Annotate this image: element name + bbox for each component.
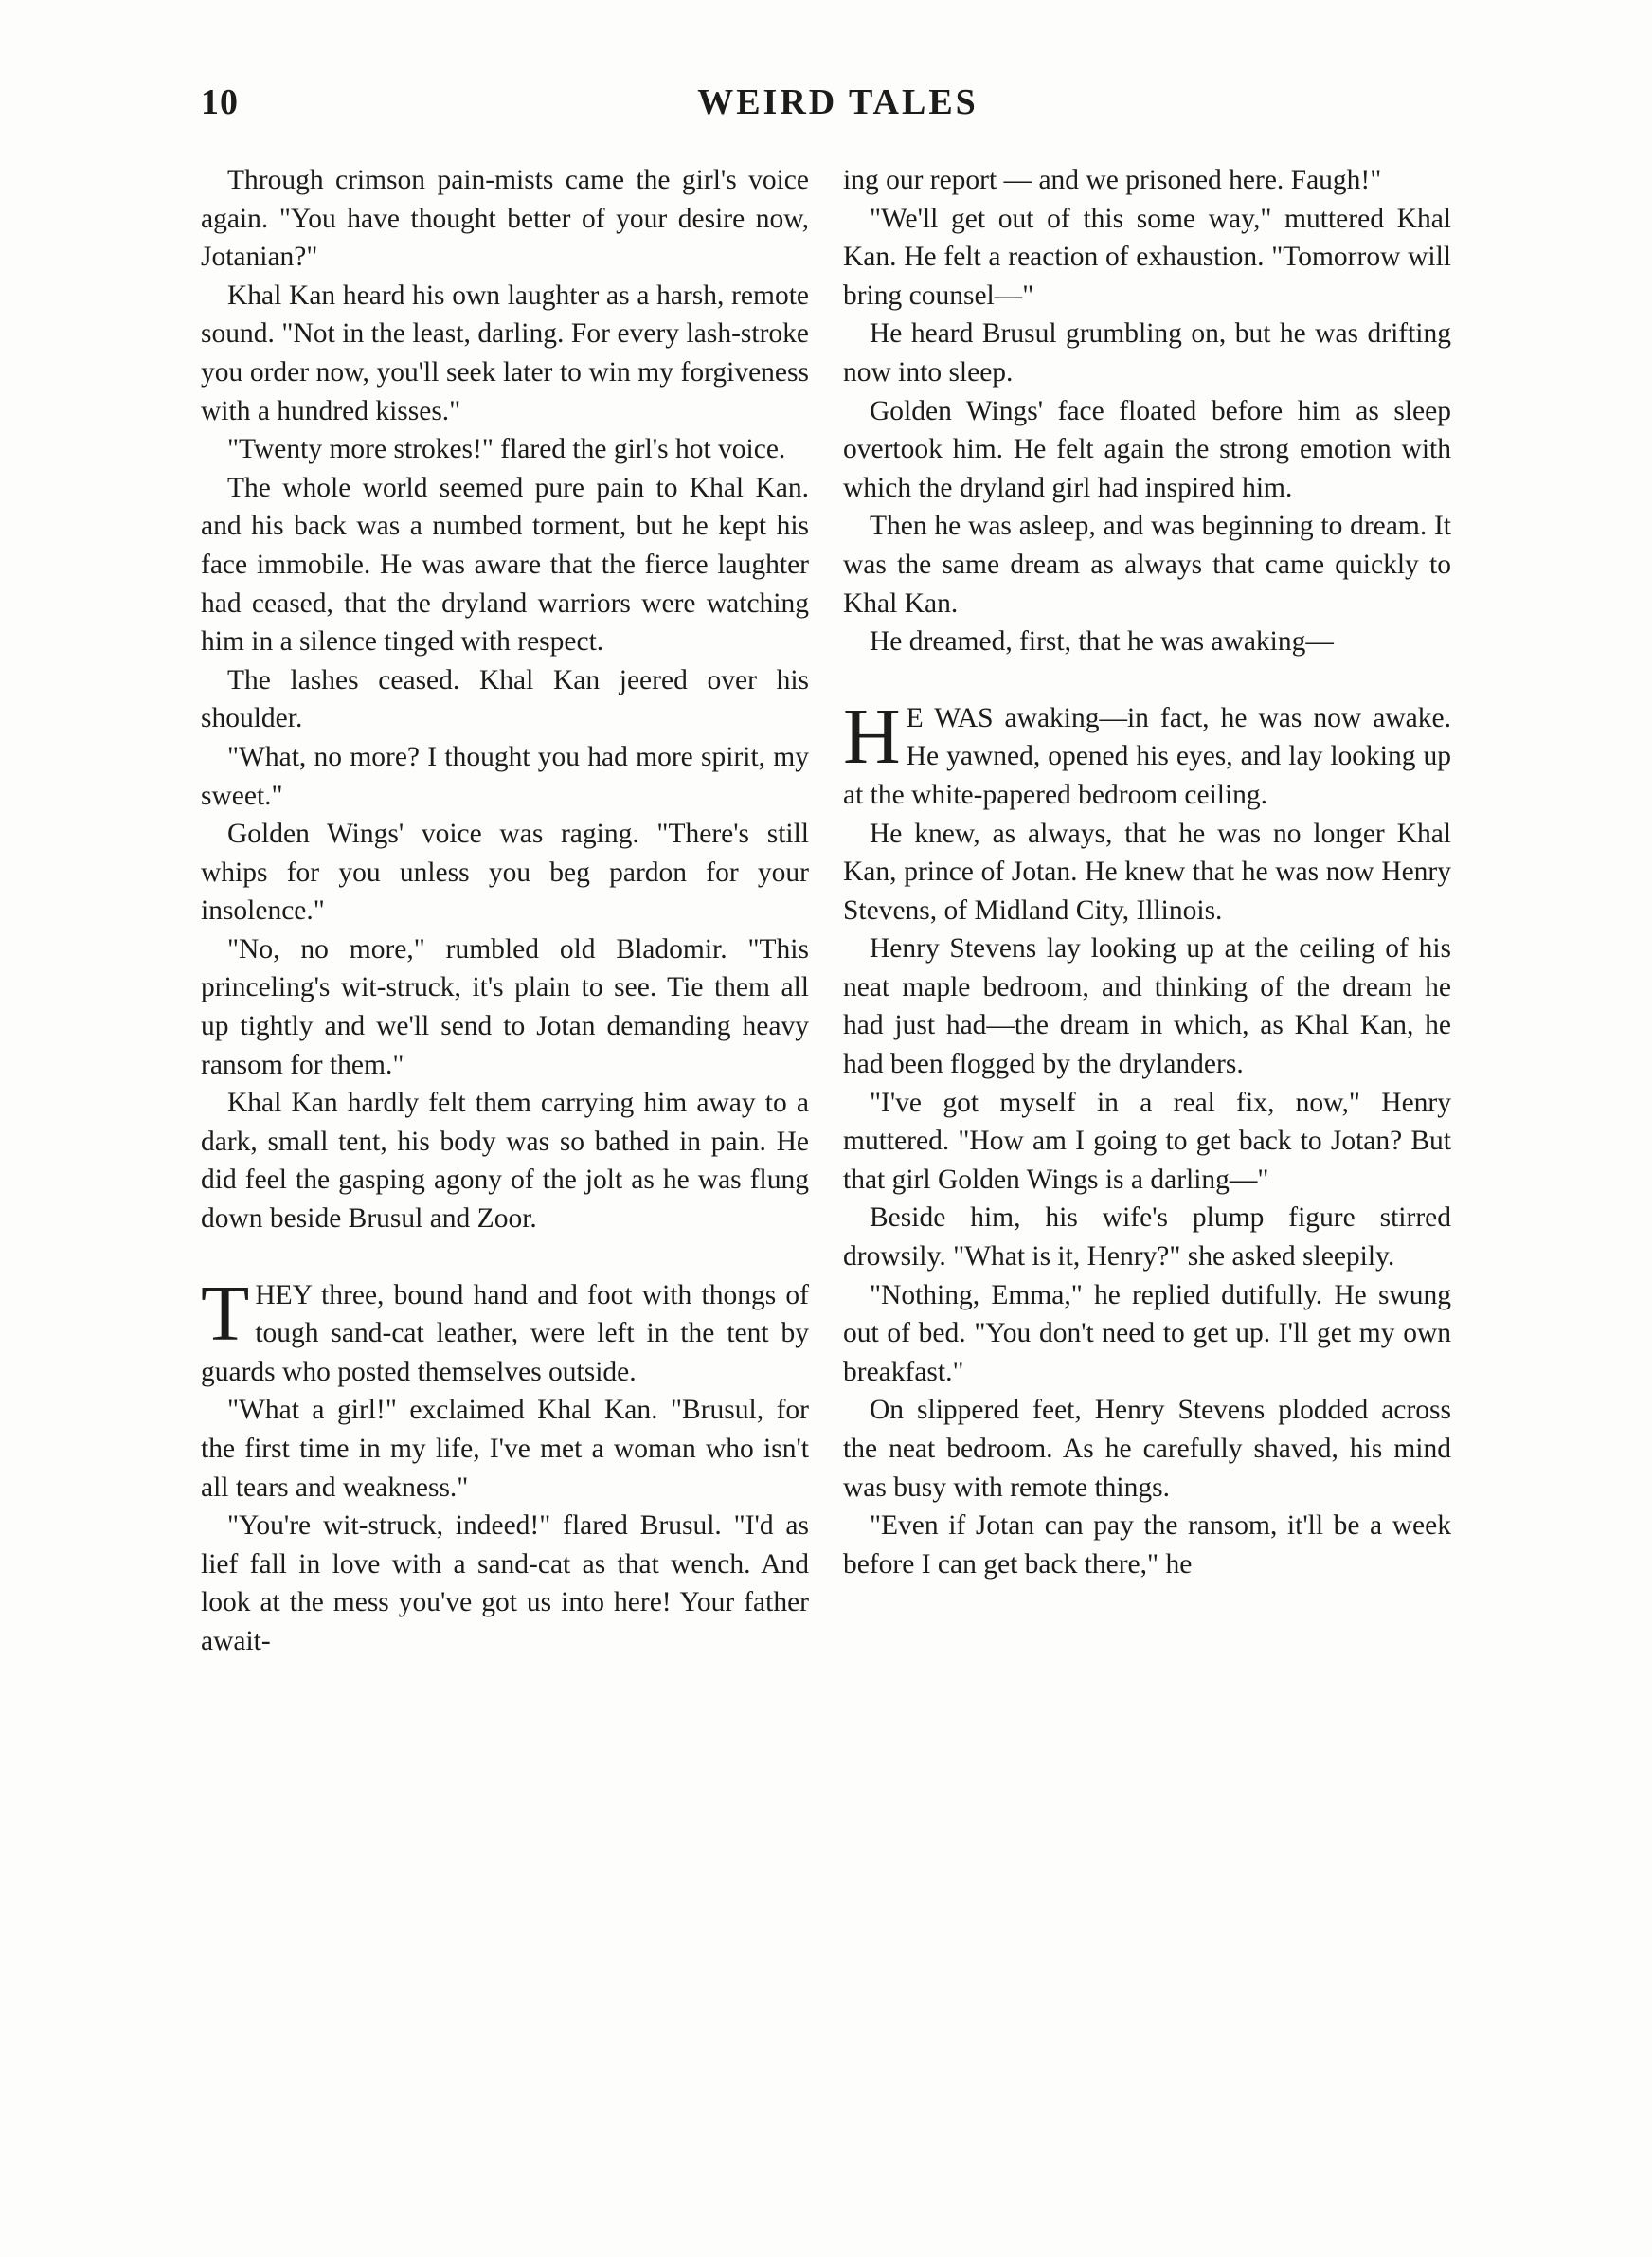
story-paragraph: The lashes ceased. Khal Kan jeered over his shoulder. (201, 664, 809, 734)
story-paragraph: "I've got myself in a real fix, now," Henry muttered. "How am I going to get back to Jotan? But that girl Golden Wings is a darling—" (843, 1087, 1451, 1195)
story-paragraph: Golden Wings' voice was raging. "There's still whips for you unless you beg pardon for your insolence." (201, 819, 809, 927)
page-number: 10 (201, 82, 239, 122)
story-paragraph: "Nothing, Emma," he replied dutifully. He swung out of bed. "You don't need to get up. I'll get my own breakfast." (843, 1279, 1451, 1387)
story-paragraph: He dreamed, first, that he was awaking— (870, 626, 1334, 658)
story-paragraph: Beside him, his wife's plump figure stirred drowsily. "What is it, Henry?" she asked sleepily. (843, 1202, 1451, 1273)
story-paragraph: On slippered feet, Henry Stevens plodded across the neat bedroom. As he carefully shaved, his mind was busy with remote things. (843, 1395, 1451, 1503)
story-paragraph: "What a girl!" exclaimed Khal Kan. "Brusul, for the first time in my life, I've met a woman who isn't all tears and weakness." (201, 1395, 809, 1503)
story-paragraph: ing our report — and we prisoned here. Faugh!" (843, 165, 1382, 195)
left-text-column (201, 161, 809, 1661)
story-paragraph: The whole world seemed pure pain to Khal Kan. and his back was a numbed torment, but he kept his face immobile. He was aware that the fierce laughter had ceased, that the dryland warriors were watching him in a silence tinged with respect. (201, 472, 809, 658)
right-text-column (843, 161, 1451, 1583)
story-paragraph: "Even if Jotan can pay the ransom, it'll be a week before I can get back there," he (843, 1510, 1451, 1580)
story-paragraph: "What, no more? I thought you had more spirit, my sweet." (201, 741, 809, 811)
running-title: WEIRD TALES (697, 82, 979, 122)
section-opening-paragraph: HE WAS awaking—in fact, he was now awake. He yawned, opened his eyes, and lay looking up at the white-papered bedroom ceiling. (843, 692, 1451, 810)
story-paragraph: Golden Wings' face floated before him as sleep overtook him. He felt again the strong emotion with which the dryland girl had inspired him. (843, 395, 1451, 503)
story-paragraph: "We'll get out of this some way," muttered Khal Kan. He felt a reaction of exhaustion. "Tomorrow will bring counsel—" (843, 203, 1451, 311)
story-paragraph: "Twenty more strokes!" flared the girl's hot voice. (227, 434, 786, 465)
story-paragraph: "You're wit-struck, indeed!" flared Brusul. "I'd as lief fall in love with a sand-cat as that wench. And look at the mess you've got us into here! Your father await- (201, 1510, 809, 1656)
story-paragraph: He knew, as always, that he was no longer Khal Kan, prince of Jotan. He knew that he was now Henry Stevens, of Midland City, Illinois. (843, 818, 1451, 926)
page-header (201, 81, 1475, 138)
story-paragraph: Then he was asleep, and was beginning to dream. It was the same dream as always that came quickly to Khal Kan. (843, 511, 1451, 619)
story-paragraph: Henry Stevens lay looking up at the ceiling of his neat maple bedroom, and thinking of the dream he had just had—the dream in which, as Khal Kan, he had been flogged by the drylanders. (843, 933, 1451, 1080)
story-paragraph: Khal Kan hardly felt them carrying him away to a dark, small tent, his body was so bathed in pain. He did feel the gasping agony of the jolt as he was flung down beside Brusul and Zoor. (201, 1088, 809, 1235)
story-paragraph: He heard Brusul grumbling on, but he was drifting now into sleep. (843, 318, 1451, 388)
story-paragraph: Khal Kan heard his own laughter as a harsh, remote sound. "Not in the least, darling. For every lash-stroke you order now, you'll seek later to win my forgiveness with a hundred kisses." (201, 280, 809, 426)
story-paragraph: Through crimson pain-mists came the girl's voice again. "You have thought better of your desire now, Jotanian?" (201, 165, 809, 273)
story-paragraph: "No, no more," rumbled old Bladomir. "This princeling's wit-struck, it's plain to see. Tie them all up tightly and we'll send to Jotan demanding heavy ransom for them." (201, 933, 809, 1080)
section-opening-paragraph: THEY three, bound hand and foot with thongs of tough sand-cat leather, were left in the tent by guards who posted themselves outside. (201, 1269, 809, 1387)
